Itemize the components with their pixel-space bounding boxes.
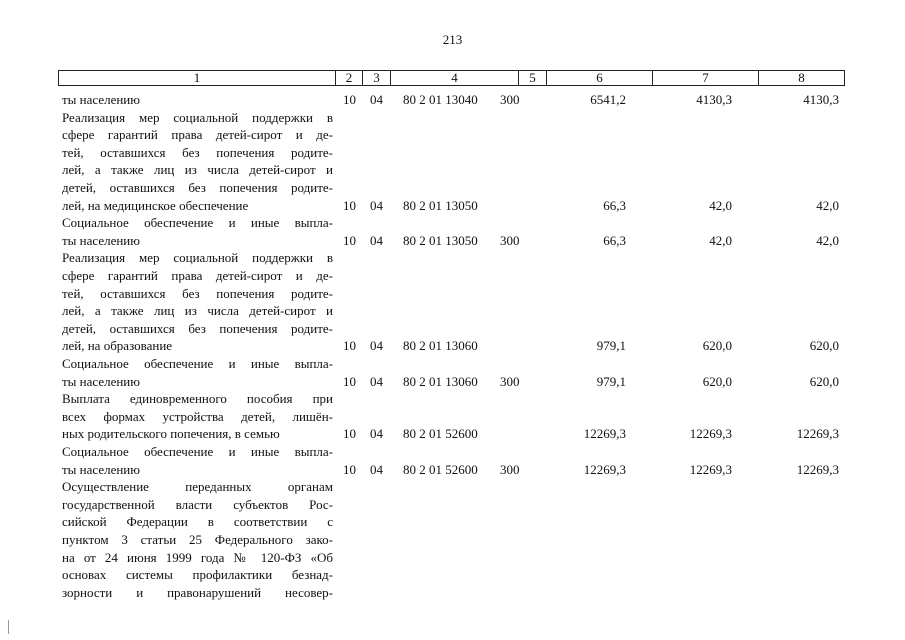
row-description-line: государственной власти субъектов Рос- bbox=[62, 496, 333, 512]
row-description-line: детей, оставшихся без попечения родите- bbox=[62, 179, 333, 195]
row-description-line: ты населению bbox=[62, 461, 140, 477]
cell-c5: 300 bbox=[500, 92, 520, 107]
row-description-line: Социальное обеспечение и иные выпла- bbox=[62, 215, 333, 231]
cell-c4: 80 2 01 13060 bbox=[403, 373, 478, 389]
header-col-6: 6 bbox=[547, 71, 653, 86]
row-description-line: Выплата единовременного пособия при bbox=[62, 391, 333, 407]
header-col-7: 7 bbox=[653, 71, 759, 86]
header-col-3: 3 bbox=[363, 71, 391, 86]
page-number: 213 bbox=[442, 32, 463, 47]
row-description-line: Социальное обеспечение и иные выпла- bbox=[62, 443, 333, 459]
cell-c6: 12269,3 bbox=[583, 426, 626, 442]
table-row bbox=[0, 91, 905, 109]
row-description-line: сфере гарантий права детей-сирот и де- bbox=[62, 127, 333, 143]
cell-c7: 4130,3 bbox=[696, 92, 732, 107]
header-col-2: 2 bbox=[336, 71, 363, 86]
cell-c8: 620,0 bbox=[809, 338, 839, 354]
cell-c4: 80 2 01 52600 bbox=[403, 461, 478, 477]
header-col-1: 1 bbox=[59, 71, 336, 86]
cell-c6: 66,3 bbox=[603, 232, 626, 248]
cell-c3: 04 bbox=[370, 426, 383, 442]
scan-edge-mark bbox=[8, 620, 9, 634]
table-row bbox=[0, 109, 905, 215]
cell-c3: 04 bbox=[370, 338, 383, 354]
row-description-line: зорности и правонарушений несовер- bbox=[62, 584, 333, 600]
row-description-line: основах системы профилактики безнад- bbox=[62, 567, 333, 583]
cell-c3: 04 bbox=[370, 92, 383, 107]
table-row bbox=[0, 249, 905, 355]
row-description-line: ты населению bbox=[62, 92, 140, 107]
row-description-line: Осуществление переданных органам bbox=[62, 479, 333, 495]
cell-c4: 80 2 01 13040 bbox=[403, 92, 478, 107]
cell-c4: 80 2 01 52600 bbox=[403, 426, 478, 442]
row-description-line: Социальное обеспечение и иные выпла- bbox=[62, 355, 333, 371]
cell-c5: 300 bbox=[500, 373, 520, 389]
cell-c7: 620,0 bbox=[702, 338, 732, 354]
cell-c6: 979,1 bbox=[596, 373, 626, 389]
row-description-line: Реализация мер социальной поддержки в bbox=[62, 250, 333, 266]
cell-c8: 12269,3 bbox=[796, 461, 839, 477]
table-header bbox=[58, 70, 845, 86]
row-description-line: ты населению bbox=[62, 232, 140, 248]
cell-c8: 42,0 bbox=[816, 232, 839, 248]
cell-c6: 66,3 bbox=[603, 197, 626, 213]
cell-c2: 10 bbox=[343, 232, 356, 248]
cell-c2: 10 bbox=[343, 373, 356, 389]
cell-c4: 80 2 01 13060 bbox=[403, 338, 478, 354]
cell-c7: 42,0 bbox=[709, 232, 732, 248]
row-description-line: лей, а также лиц из числа детей-сирот и bbox=[62, 162, 333, 178]
cell-c4: 80 2 01 13050 bbox=[403, 197, 478, 213]
header-col-4: 4 bbox=[391, 71, 519, 86]
cell-c3: 04 bbox=[370, 232, 383, 248]
header-col-8: 8 bbox=[759, 71, 845, 86]
cell-c3: 04 bbox=[370, 461, 383, 477]
row-description-line: детей, оставшихся без попечения родите- bbox=[62, 320, 333, 336]
table-row bbox=[0, 390, 905, 443]
row-description-line: всех формах устройства детей, лишён- bbox=[62, 408, 333, 424]
table-row bbox=[0, 355, 905, 390]
row-description-line: лей, на медицинское обеспечение bbox=[62, 197, 249, 213]
row-description-line: ных родительского попечения, в семью bbox=[62, 426, 280, 442]
cell-c8: 42,0 bbox=[816, 197, 839, 213]
cell-c2: 10 bbox=[343, 461, 356, 477]
row-description-line: сийской Федерации в соответствии с bbox=[62, 514, 333, 530]
table-body bbox=[0, 91, 905, 601]
cell-c6: 12269,3 bbox=[583, 461, 626, 477]
cell-c8: 12269,3 bbox=[796, 426, 839, 442]
table-row bbox=[0, 478, 905, 601]
cell-c3: 04 bbox=[370, 197, 383, 213]
cell-c4: 80 2 01 13050 bbox=[403, 232, 478, 248]
cell-c3: 04 bbox=[370, 373, 383, 389]
cell-c2: 10 bbox=[343, 197, 356, 213]
row-description-line: тей, оставшихся без попечения родите- bbox=[62, 144, 333, 160]
row-description-line: сфере гарантий права детей-сирот и де- bbox=[62, 267, 333, 283]
table-row bbox=[0, 214, 905, 249]
cell-c7: 620,0 bbox=[702, 373, 732, 389]
cell-c5: 300 bbox=[500, 461, 520, 477]
cell-c6: 6541,2 bbox=[590, 92, 626, 107]
header-col-5: 5 bbox=[519, 71, 547, 86]
cell-c8: 620,0 bbox=[809, 373, 839, 389]
row-description-line: пунктом 3 статьи 25 Федерального зако- bbox=[62, 531, 333, 547]
cell-c7: 42,0 bbox=[709, 197, 732, 213]
cell-c6: 979,1 bbox=[596, 338, 626, 354]
table-row bbox=[0, 443, 905, 478]
row-description-line: лей, на образование bbox=[62, 338, 173, 354]
cell-c2: 10 bbox=[343, 338, 356, 354]
cell-c5: 300 bbox=[500, 232, 520, 248]
cell-c7: 12269,3 bbox=[689, 426, 732, 442]
row-description-line: лей, а также лиц из числа детей-сирот и bbox=[62, 303, 333, 319]
cell-c7: 12269,3 bbox=[689, 461, 732, 477]
row-description-line: тей, оставшихся без попечения родите- bbox=[62, 285, 333, 301]
cell-c2: 10 bbox=[343, 92, 356, 107]
row-description-line: на от 24 июня 1999 года № 120-ФЗ «Об bbox=[62, 549, 333, 565]
cell-c8: 4130,3 bbox=[803, 92, 839, 107]
cell-c2: 10 bbox=[343, 426, 356, 442]
row-description-line: Реализация мер социальной поддержки в bbox=[62, 109, 333, 125]
row-description-line: ты населению bbox=[62, 373, 140, 389]
